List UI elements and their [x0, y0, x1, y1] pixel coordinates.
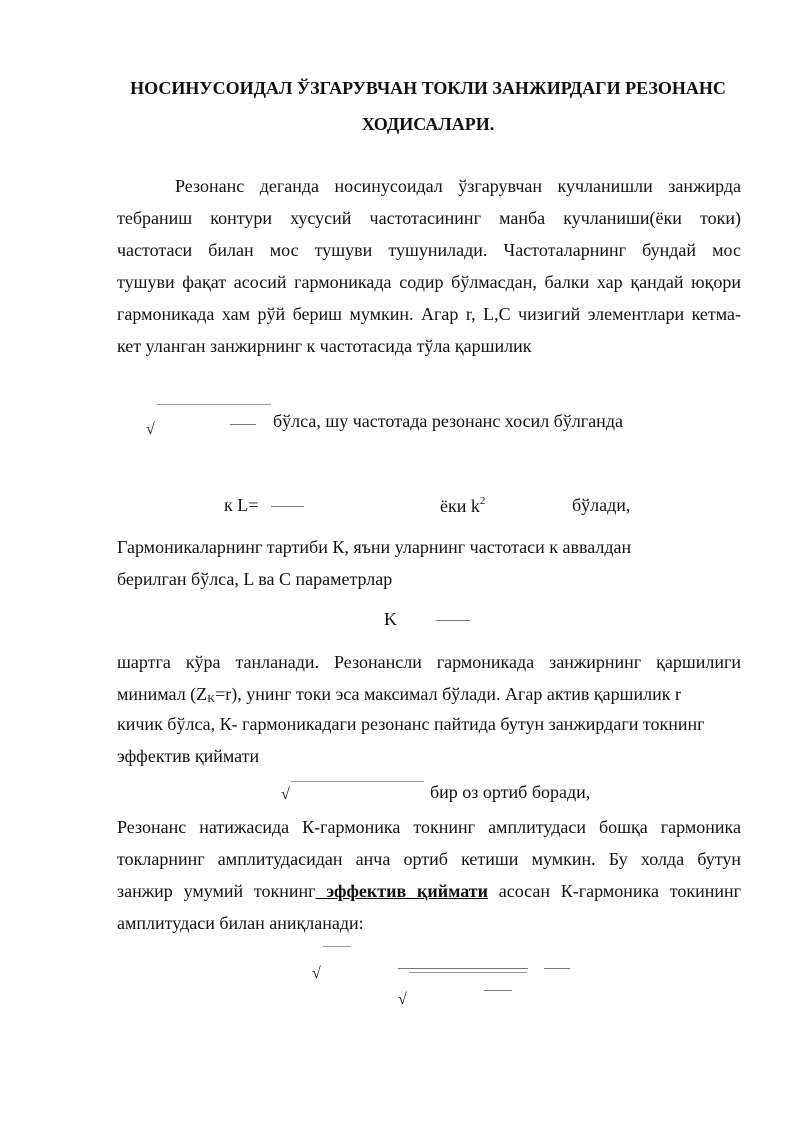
- p3-line-2-post: =r), унинг токи эса максимал бўлади. Агар актив қаршилик r: [215, 684, 681, 704]
- fraction-bar-5: [544, 968, 570, 969]
- p1-line-1: Резонанс деганда носинусоидал ўзгарувчан кучланишли занжирда: [175, 176, 741, 196]
- p4-line-3-pre: занжир умумий токнинг: [117, 881, 316, 901]
- p2-line-1: Гармоникаларнинг тартиби К, яъни уларнинг частотаси к аввалдан: [117, 537, 632, 557]
- p1-line-5: гармоникада хам рўй бериш мумкин. Агар r, L,C чизигий элементлари кетма-: [117, 304, 741, 324]
- title-line-1: НОСИНУСОИДАЛ ЎЗГАРУВЧАН ТОКЛИ ЗАНЖИРДАГИ РЕЗОНАНС: [130, 78, 726, 98]
- p3-line-4: эффектив қиймати: [117, 746, 260, 766]
- emphasized-term: эффектив қиймати: [315, 881, 488, 901]
- sqrt-symbol-2: √: [281, 786, 290, 803]
- p3-line-3: кичик бўлса, К- гармоникадаги резонанс пайтида бутун занжирдаги токнинг: [117, 714, 705, 734]
- sqrt-symbol-3: √: [312, 965, 321, 982]
- formula2-middle: [440, 495, 485, 517]
- title-line-2: ХОДИСАЛАРИ.: [361, 114, 495, 134]
- p3-line-1: шартга кўра танланади. Резонансли гармоникада занжирнинг қаршилиги: [117, 652, 741, 672]
- p3-line-2-pre: минимал (Z: [117, 684, 208, 704]
- p1-line-4: тушуви фақат асосий гармоникада содир бўлмасдан, балки хар қандай юқори: [117, 272, 741, 292]
- p4-line-4: амплитудаси билан аниқланади:: [117, 913, 364, 933]
- formula1-text: бўлса, шу частотада резонанс хосил бўлганда: [273, 411, 623, 431]
- p2-line-2: берилган бўлса, L ва C параметрлар: [117, 569, 393, 589]
- k-label: K: [384, 609, 397, 629]
- formula2-left: к L=: [224, 495, 259, 515]
- p1-line-3: частотаси билан мос тушуви тушунилади. Частоталарнинг бундай мос: [117, 240, 741, 260]
- formula2-right: бўлади,: [572, 495, 631, 515]
- p4-line-1: Резонанс натижасида К-гармоника токнинг амплитудаси бошқа гармоника: [117, 817, 741, 837]
- fraction-bar-3: [436, 620, 470, 621]
- p3-line-2-sub: K: [207, 693, 216, 705]
- fraction-bar-6: [484, 990, 512, 991]
- fraction-bar-4: [398, 968, 528, 969]
- p4-line-3: [117, 881, 741, 902]
- sqrt-vinculum-1: [157, 404, 271, 405]
- formula2-superscript: 2: [479, 495, 486, 507]
- formula2-middle-text: ёки k: [440, 496, 480, 516]
- p4-line-2: токларнинг амплитудасидан анча ортиб кетиши мумкин. Бу холда бутун: [117, 849, 741, 869]
- sqrt-vinculum-2: [291, 781, 424, 782]
- page-title: [108, 70, 748, 142]
- p1-line-2: тебраниш контури хусусий частотасининг манба кучланиши(ёки токи): [117, 208, 741, 228]
- sqrt-symbol-1: √: [146, 421, 155, 438]
- sqrt-vinculum-4: [409, 972, 527, 973]
- sqrt-vinculum-3: [323, 946, 351, 947]
- fraction-bar-2: [271, 506, 304, 507]
- p4-line-3-post: асосан К-гармоника токининг: [487, 881, 742, 901]
- p3-line-2: [117, 684, 681, 705]
- sqrt-symbol-4: √: [398, 991, 407, 1008]
- fraction-bar-1: [230, 424, 256, 425]
- p1-line-6: кет уланган занжирнинг к частотасида тўла қаршилик: [117, 336, 532, 356]
- formula3-text: бир оз ортиб боради,: [430, 782, 591, 802]
